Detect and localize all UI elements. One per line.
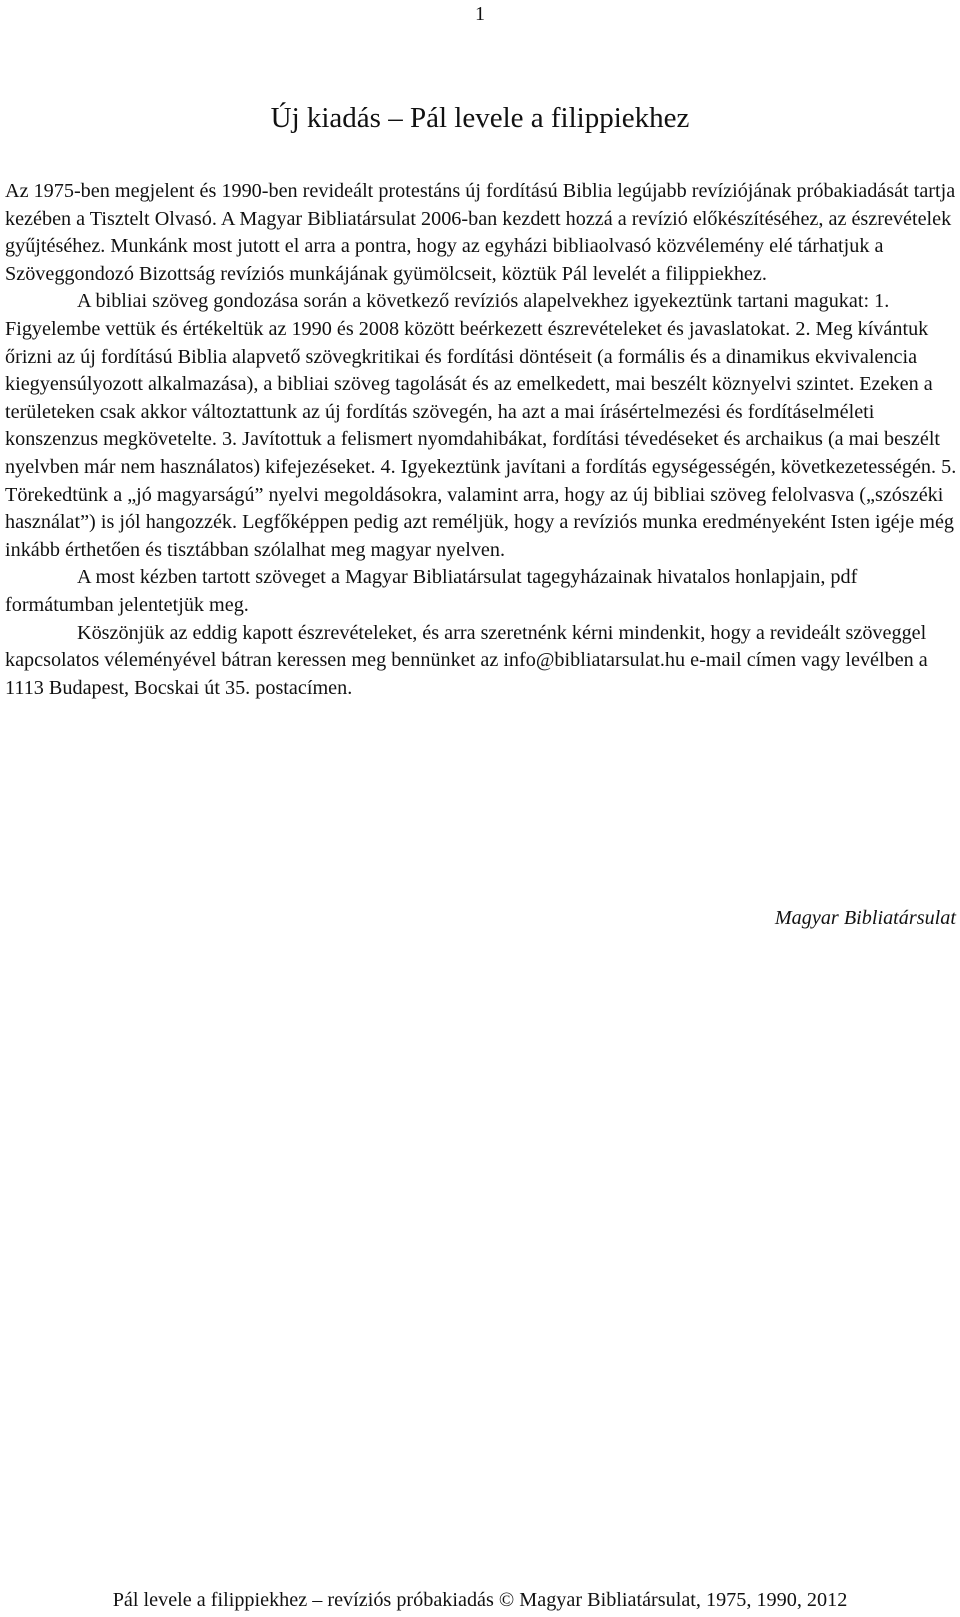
page-footer: Pál levele a filippiekhez – revíziós próbakiadás © Magyar Bibliatársulat, 1975, 1990, 2012 — [112, 1589, 848, 1611]
document-body — [5, 178, 957, 702]
paragraph-publication: A most kézben tartott szöveget a Magyar Bibliatársulat tagegyházainak hivatalos honlapjain, pdf formátumban jelentetjük meg. — [5, 566, 858, 616]
paragraph-principles: A bibliai szöveg gondozása során a következő revíziós alapelvekhez igyekeztünk tartani magukat: 1. Figyelembe vettük és értékeltük az 1990 és 2008 között beérkezett észrevételeket és javaslatokat. 2. Meg kívántuk őrizni az új fordítású Biblia alapvető szövegkritikai és fordítási döntéseit (a formális és a dinamikus ekvivalencia kiegyensúlyozott alkalmazása), a bibliai szöveg tagolását és az emelkedett, mai beszélt köznyelvi szintet. Ezeken a területeken csak akkor változtattunk az új fordítás szövegén, ha azt a mai írásértelmezési és fordításelméleti konszenzus megkövetelte. 3. Javítottuk a felismert nyomdahibákat, fordítási tévedéseket és archaikus (a mai beszélt nyelvben már nem használatos) kifejezéseket. 4. Igyekeztünk javítani a fordítás egységességén, következetességén. 5. Törekedtünk a „jó magyarságú” nyelvi megoldásokra, valamint arra, hogy az új bibliai szöveg felolvasva („szószéki használat”) is jól hangozzék. Legfőképpen pedig azt reméljük, hogy a revíziós munka eredményeként Isten igéje még inkább érthetően és tisztábban szólalhat meg magyar nyelven. — [5, 290, 957, 561]
paragraph-intro: Az 1975-ben megjelent és 1990-ben revideált protestáns új fordítású Biblia legújabb revíziójának próbakiadását tartja kezében a Tisztelt Olvasó. A Magyar Bibliatársulat 2006-ban kezdett hozzá a revízió előkészítéséhez, az észrevételek gyűjtéséhez. Munkánk most jutott el arra a pontra, hogy az egyházi bibliaolvasó közvélemény elé tárhatjuk a Szöveggondozó Bizottság revíziós munkájának gyümölcseit, köztük Pál levelét a filippiekhez. — [5, 180, 956, 285]
paragraph-contact: Köszönjük az eddig kapott észrevételeket, és arra szeretnénk kérni mindenkit, hogy a revideált szöveggel kapcsolatos véleményével bátran keressen meg bennünket az info@bibliatarsulat.hu e-mail címen vagy levélben a 1113 Budapest, Bocskai út 35. postacímen. — [5, 621, 928, 699]
document-title: Új kiadás – Pál levele a filippiekhez — [270, 102, 690, 134]
signature: Magyar Bibliatársulat — [774, 907, 956, 929]
page-number: 1 — [475, 3, 485, 25]
